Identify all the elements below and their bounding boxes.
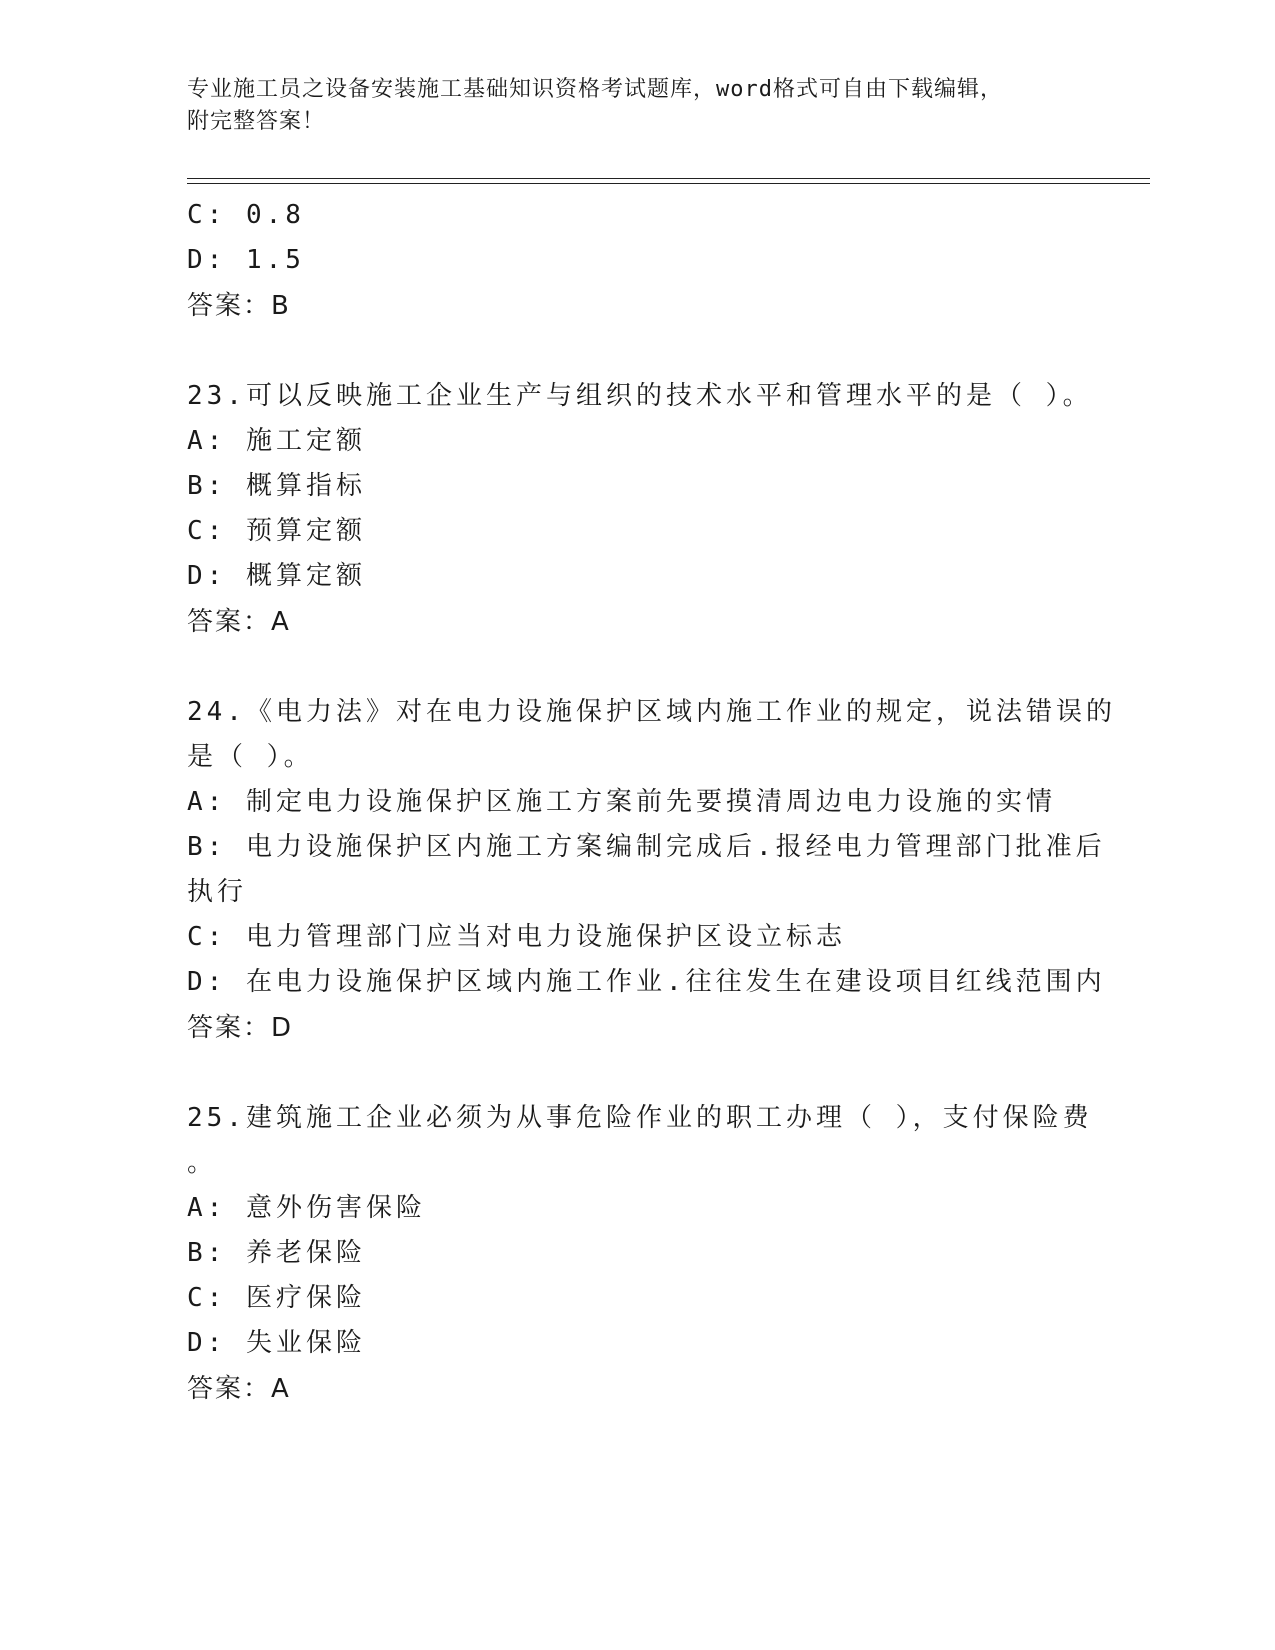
option-a: A: 制定电力设施保护区施工方案前先要摸清周边电力设施的实情 <box>187 787 1056 817</box>
option-b-line-2: 执行 <box>187 877 248 907</box>
answer-line: 答案：B <box>187 291 291 321</box>
option-d: D: 1.5 <box>187 245 305 275</box>
option-b-line-1: B: 电力设施保护区内施工方案编制完成后.报经电力管理部门批准后 <box>187 832 1106 862</box>
option-b: B: 概算指标 <box>187 471 366 501</box>
previous-question-tail <box>187 193 1087 329</box>
answer-line: 答案：A <box>187 607 291 637</box>
question-stem-line-2: 。 <box>187 1148 218 1178</box>
document-header <box>187 74 1087 138</box>
answer-line: 答案：D <box>187 1013 294 1043</box>
question-stem-line-1: 24.《电力法》对在电力设施保护区域内施工作业的规定，说法错误的 <box>187 697 1116 727</box>
header-line-2: 附完整答案！ <box>187 109 326 134</box>
option-d: D: 失业保险 <box>187 1328 366 1358</box>
option-a: A: 施工定额 <box>187 426 366 456</box>
header-divider-bottom <box>187 183 1150 184</box>
option-d: D: 概算定额 <box>187 561 366 591</box>
option-d: D: 在电力设施保护区域内施工作业.往往发生在建设项目红线范围内 <box>187 967 1106 997</box>
option-c: C: 电力管理部门应当对电力设施保护区设立标志 <box>187 922 846 952</box>
header-divider-top <box>187 178 1150 179</box>
option-c: C: 预算定额 <box>187 516 366 546</box>
option-a: A: 意外伤害保险 <box>187 1193 426 1223</box>
option-b: B: 养老保险 <box>187 1238 366 1268</box>
question-stem: 23.可以反映施工企业生产与组织的技术水平和管理水平的是（ ）。 <box>187 381 1093 411</box>
option-c: C: 医疗保险 <box>187 1283 366 1313</box>
header-line-1: 专业施工员之设备安装施工基础知识资格考试题库，word格式可自由下载编辑， <box>187 77 1003 102</box>
question-list <box>187 193 1116 1412</box>
option-c: C: 0.8 <box>187 200 305 230</box>
question-stem-line-1: 25.建筑施工企业必须为从事危险作业的职工办理（ ），支付保险费 <box>187 1103 1093 1133</box>
question-stem-line-2: 是（ ）。 <box>187 742 314 772</box>
question-23 <box>187 374 1093 645</box>
answer-line: 答案：A <box>187 1374 291 1404</box>
question-24 <box>187 690 1116 1051</box>
question-25 <box>187 1096 1093 1412</box>
